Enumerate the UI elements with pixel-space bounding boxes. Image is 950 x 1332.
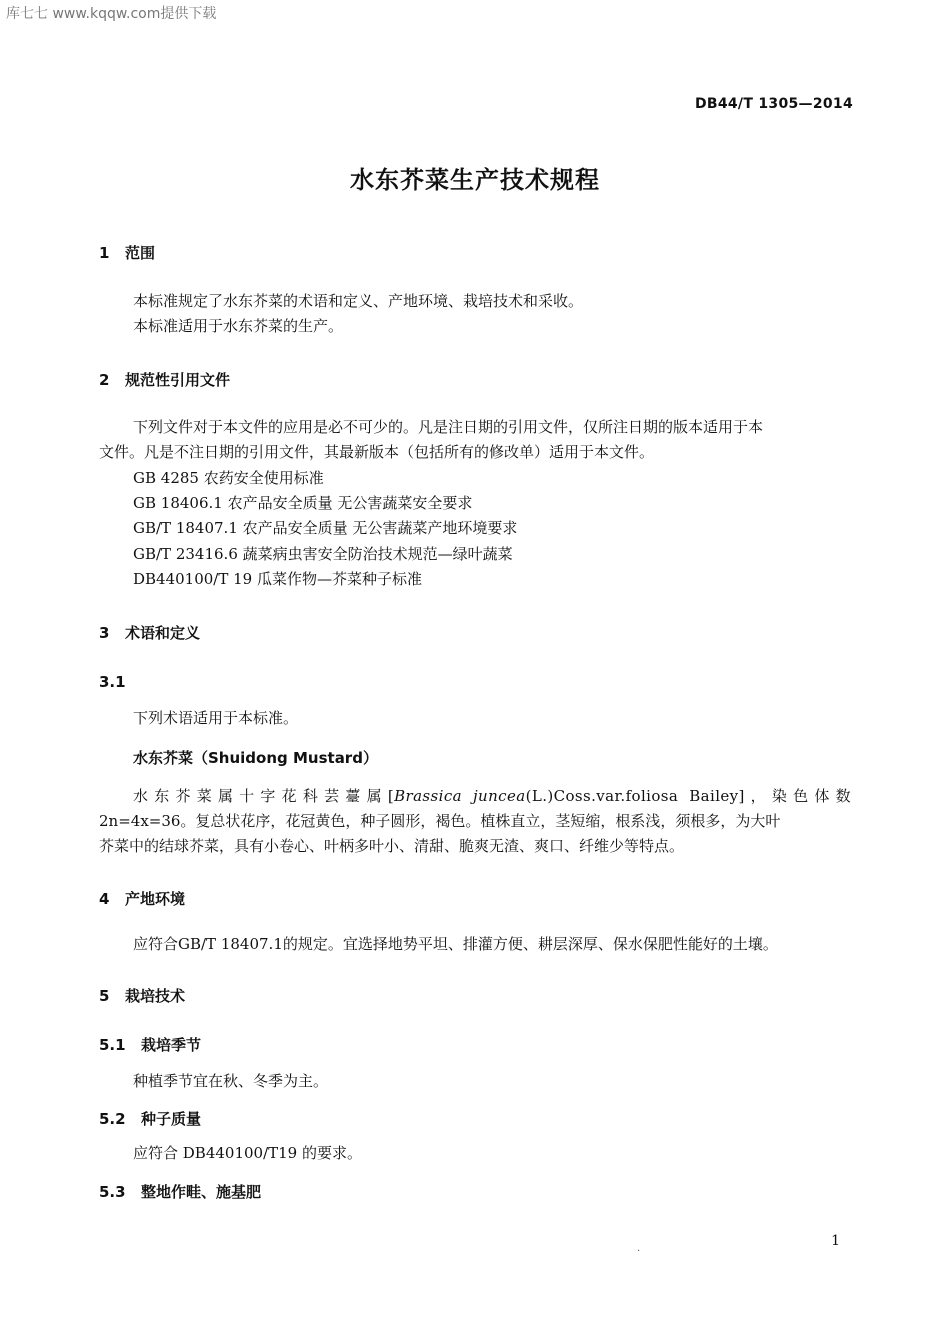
section-title: 范围 xyxy=(125,244,156,262)
subsection-number: 5.2 xyxy=(99,1110,126,1128)
reference-item: GB 4285 农药安全使用标准 xyxy=(133,469,324,487)
subsection-5-1-heading xyxy=(99,1034,201,1055)
section-1-paragraph-2: 本标准适用于水东芥菜的生产。 xyxy=(133,317,344,335)
section-title: 术语和定义 xyxy=(125,624,201,642)
reference-item: DB440100/T 19 瓜菜作物—芥菜种子标准 xyxy=(133,570,422,588)
subsection-title: 种子质量 xyxy=(141,1110,202,1128)
genus-name: Brassica xyxy=(394,787,462,805)
term-heading: 水东芥菜（Shuidong Mustard） xyxy=(133,749,378,767)
reference-item: GB/T 23416.6 蔬菜病虫害安全防治技术规范—绿叶蔬菜 xyxy=(133,545,513,563)
section-4-heading xyxy=(99,888,185,909)
section-2-intro-line-1: 下列文件对于本文件的应用是必不可少的。凡是注日期的引用文件，仅所注日期的版本适用于本 xyxy=(133,418,764,436)
section-title: 规范性引用文件 xyxy=(125,371,231,389)
subsection-number: 5.3 xyxy=(99,1183,126,1201)
section-4-paragraph: 应符合GB/T 18407.1的规定。宜选择地势平坦、排灌方便、耕层深厚、保水保肥性能好的土壤。 xyxy=(133,935,778,953)
footer-mark: · xyxy=(637,1246,641,1257)
section-3-heading xyxy=(99,622,200,643)
reference-item: GB/T 18407.1 农产品安全质量 无公害蔬菜产地环境要求 xyxy=(133,519,518,537)
subsection-5-1-text: 种植季节宜在秋、冬季为主。 xyxy=(133,1072,329,1090)
subsection-5-3-heading xyxy=(99,1181,261,1202)
section-number: 1 xyxy=(99,244,110,262)
section-title: 栽培技术 xyxy=(125,987,186,1005)
page-title: 水东芥菜生产技术规程 xyxy=(350,166,600,194)
subsection-3-1-number: 3.1 xyxy=(99,673,126,691)
section-number: 5 xyxy=(99,987,110,1005)
subsection-title: 整地作畦、施基肥 xyxy=(141,1183,262,1201)
subsection-title: 栽培季节 xyxy=(141,1036,202,1054)
document-number: DB44/T 1305—2014 xyxy=(694,96,853,112)
term-definition-line-3: 芥菜中的结球芥菜，具有小卷心、叶柄多叶小、清甜、脆爽无渣、爽口、纤维少等特点。 xyxy=(99,837,685,855)
section-number: 3 xyxy=(99,624,110,642)
subsection-number: 5.1 xyxy=(99,1036,126,1054)
section-number: 4 xyxy=(99,890,110,908)
term-definition-line-1 xyxy=(133,784,851,809)
term-definition-line-2: 2n=4x=36。复总状花序，花冠黄色，种子圆形，褐色。植株直立，茎短缩，根系浅，须根多，为大叶 xyxy=(99,812,781,830)
section-3-paragraph: 下列术语适用于本标准。 xyxy=(133,709,299,727)
section-2-heading xyxy=(99,369,230,390)
species-name: juncea xyxy=(472,787,526,805)
definition-suffix: (L.)Coss.var.foliosa Bailey]，染色体数 xyxy=(525,787,851,805)
section-number: 2 xyxy=(99,371,110,389)
section-1-paragraph-1: 本标准规定了水东芥菜的术语和定义、产地环境、栽培技术和采收。 xyxy=(133,292,584,310)
section-1-heading xyxy=(99,242,155,263)
watermark: 库七七 www.kqqw.com提供下载 xyxy=(6,6,217,22)
page-number: 1 xyxy=(831,1233,840,1249)
section-2-intro-line-2: 文件。凡是不注日期的引用文件，其最新版本（包括所有的修改单）适用于本文件。 xyxy=(99,443,655,461)
definition-prefix: 水东芥菜属十字花科芸薹属[ xyxy=(133,787,395,805)
section-5-heading xyxy=(99,985,185,1006)
subsection-5-2-text: 应符合 DB440100/T19 的要求。 xyxy=(133,1144,362,1162)
subsection-5-2-heading xyxy=(99,1108,201,1129)
section-title: 产地环境 xyxy=(125,890,186,908)
reference-item: GB 18406.1 农产品安全质量 无公害蔬菜安全要求 xyxy=(133,494,473,512)
